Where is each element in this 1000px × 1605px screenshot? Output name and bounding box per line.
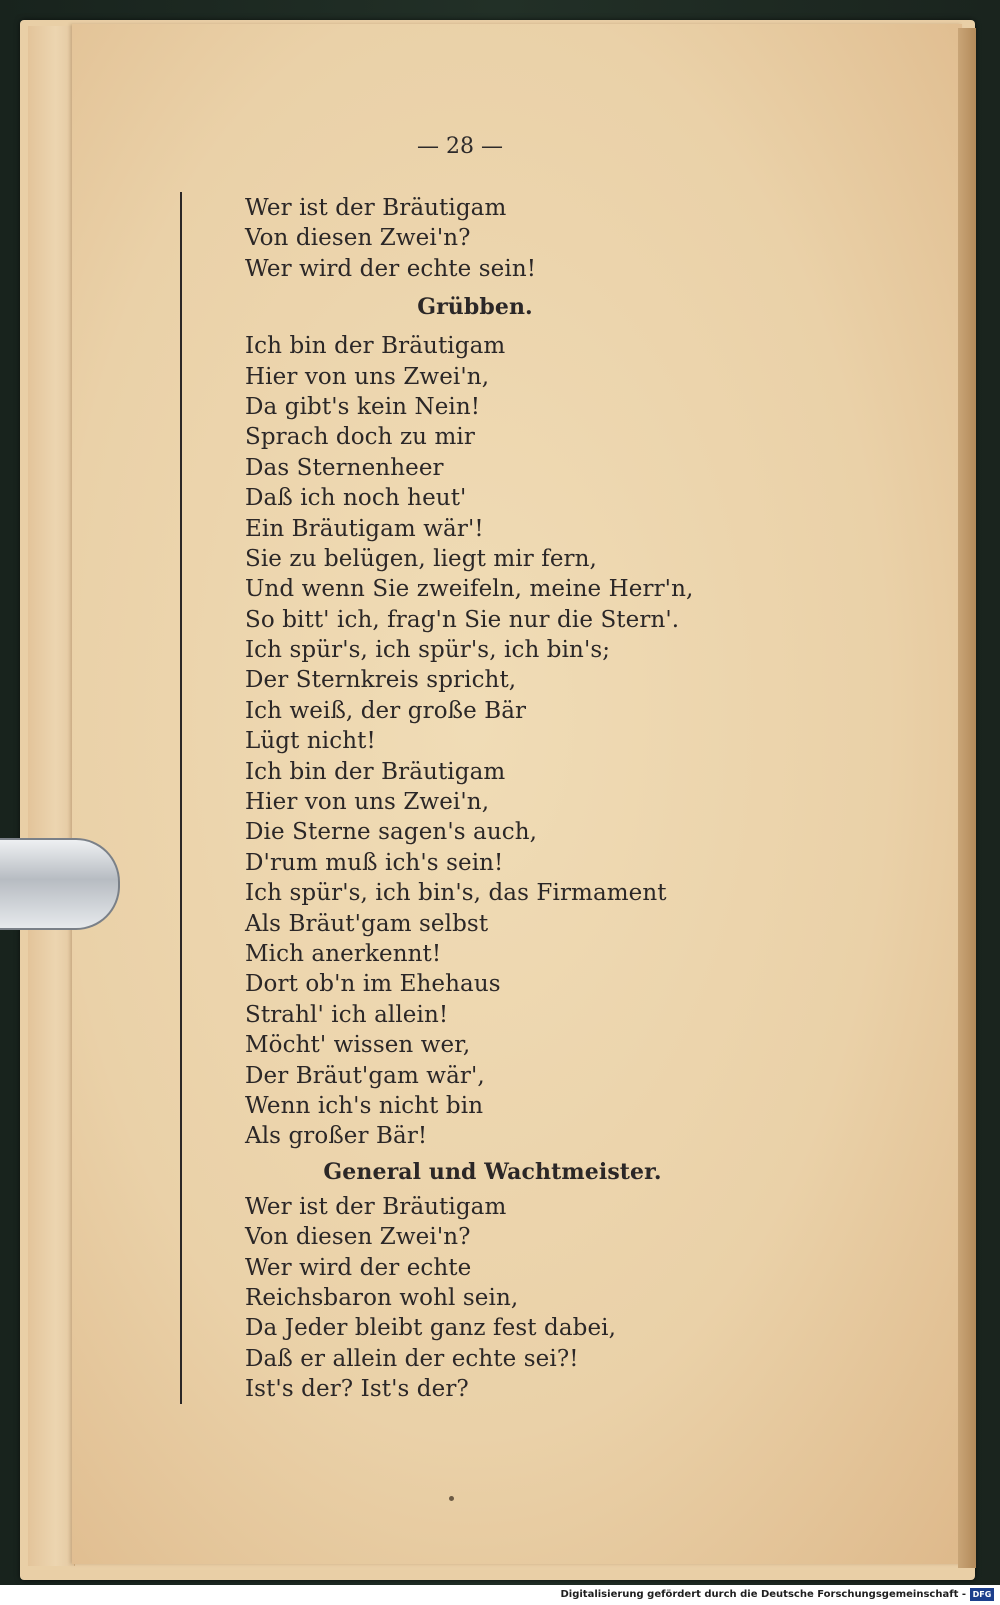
verse-line: Ich bin der Bräutigam xyxy=(245,333,506,360)
verse-line: Das Sternenheer xyxy=(245,454,444,481)
verse-line: Wer wird der echte xyxy=(245,1254,472,1281)
verse-line: Dort ob'n im Ehehaus xyxy=(245,971,501,998)
verse-line: Wer ist der Bräutigam xyxy=(245,1193,507,1220)
speaker-heading-gruebben: Grübben. xyxy=(417,294,533,321)
verse-line: Ich spür's, ich spür's, ich bin's; xyxy=(245,637,611,664)
left-page-strip xyxy=(28,26,75,1566)
ornament-dot xyxy=(449,1496,454,1501)
verse-line: Da Jeder bleibt ganz fest dabei, xyxy=(245,1315,617,1342)
verse-line: Und wenn Sie zweifeln, meine Herr'n, xyxy=(245,576,694,603)
verse-line: Mich anerkennt! xyxy=(245,940,442,967)
margin-rule xyxy=(180,192,182,1404)
verse-line: Daß ich noch heut' xyxy=(245,485,467,512)
page-edge xyxy=(958,28,976,1568)
speaker-heading-general: General und Wachtmeister. xyxy=(323,1158,662,1185)
verse-line: Als Bräut'gam selbst xyxy=(245,910,489,937)
verse-line: Lügt nicht! xyxy=(245,728,376,755)
verse-line: Reichsbaron wohl sein, xyxy=(245,1284,519,1311)
verse-line: Als großer Bär! xyxy=(245,1123,428,1150)
verse-line: Hier von uns Zwei'n, xyxy=(245,789,490,816)
verse-line: Der Sternkreis spricht, xyxy=(245,667,517,694)
verse-line: So bitt' ich, frag'n Sie nur die Stern'. xyxy=(245,606,680,633)
verse-line: Die Sterne sagen's auch, xyxy=(245,819,538,846)
verse-line: Ist's der? Ist's der? xyxy=(245,1376,469,1403)
verse-line: Ich spür's, ich bin's, das Firmament xyxy=(245,880,667,907)
dfg-logo: DFG xyxy=(970,1588,994,1601)
verse-line: Der Bräut'gam wär', xyxy=(245,1062,485,1089)
verse-line: Ein Bräutigam wär'! xyxy=(245,515,484,542)
verse-line: Von diesen Zwei'n? xyxy=(245,225,471,252)
verse-text xyxy=(245,193,715,1404)
verse-line: Strahl' ich allein! xyxy=(245,1001,449,1028)
verse-line: Wenn ich's nicht bin xyxy=(245,1092,484,1119)
verse-line: D'rum muß ich's sein! xyxy=(245,849,504,876)
verse-line: Wer ist der Bräutigam xyxy=(245,195,507,221)
verse-line: Sprach doch zu mir xyxy=(245,424,475,451)
verse-line: Sie zu belügen, liegt mir fern, xyxy=(245,545,597,572)
verse-line: Möcht' wissen wer, xyxy=(245,1032,471,1059)
verse-line: Daß er allein der echte sei?! xyxy=(245,1345,579,1372)
verse-line: Ich weiß, der große Bär xyxy=(245,697,527,724)
verse-line: Ich bin der Bräutigam xyxy=(245,758,506,785)
verse-line: Wer wird der echte sein! xyxy=(245,255,537,282)
verse-line: Hier von uns Zwei'n, xyxy=(245,363,490,390)
verse-line: Da gibt's kein Nein! xyxy=(245,393,481,420)
funding-credit: Digitalisierung gefördert durch die Deutsche Forschungsgemeinschaft - xyxy=(560,1589,966,1600)
book-clip xyxy=(0,838,120,930)
page-number: — 28 — xyxy=(417,134,503,159)
verse-line: Von diesen Zwei'n? xyxy=(245,1224,471,1251)
